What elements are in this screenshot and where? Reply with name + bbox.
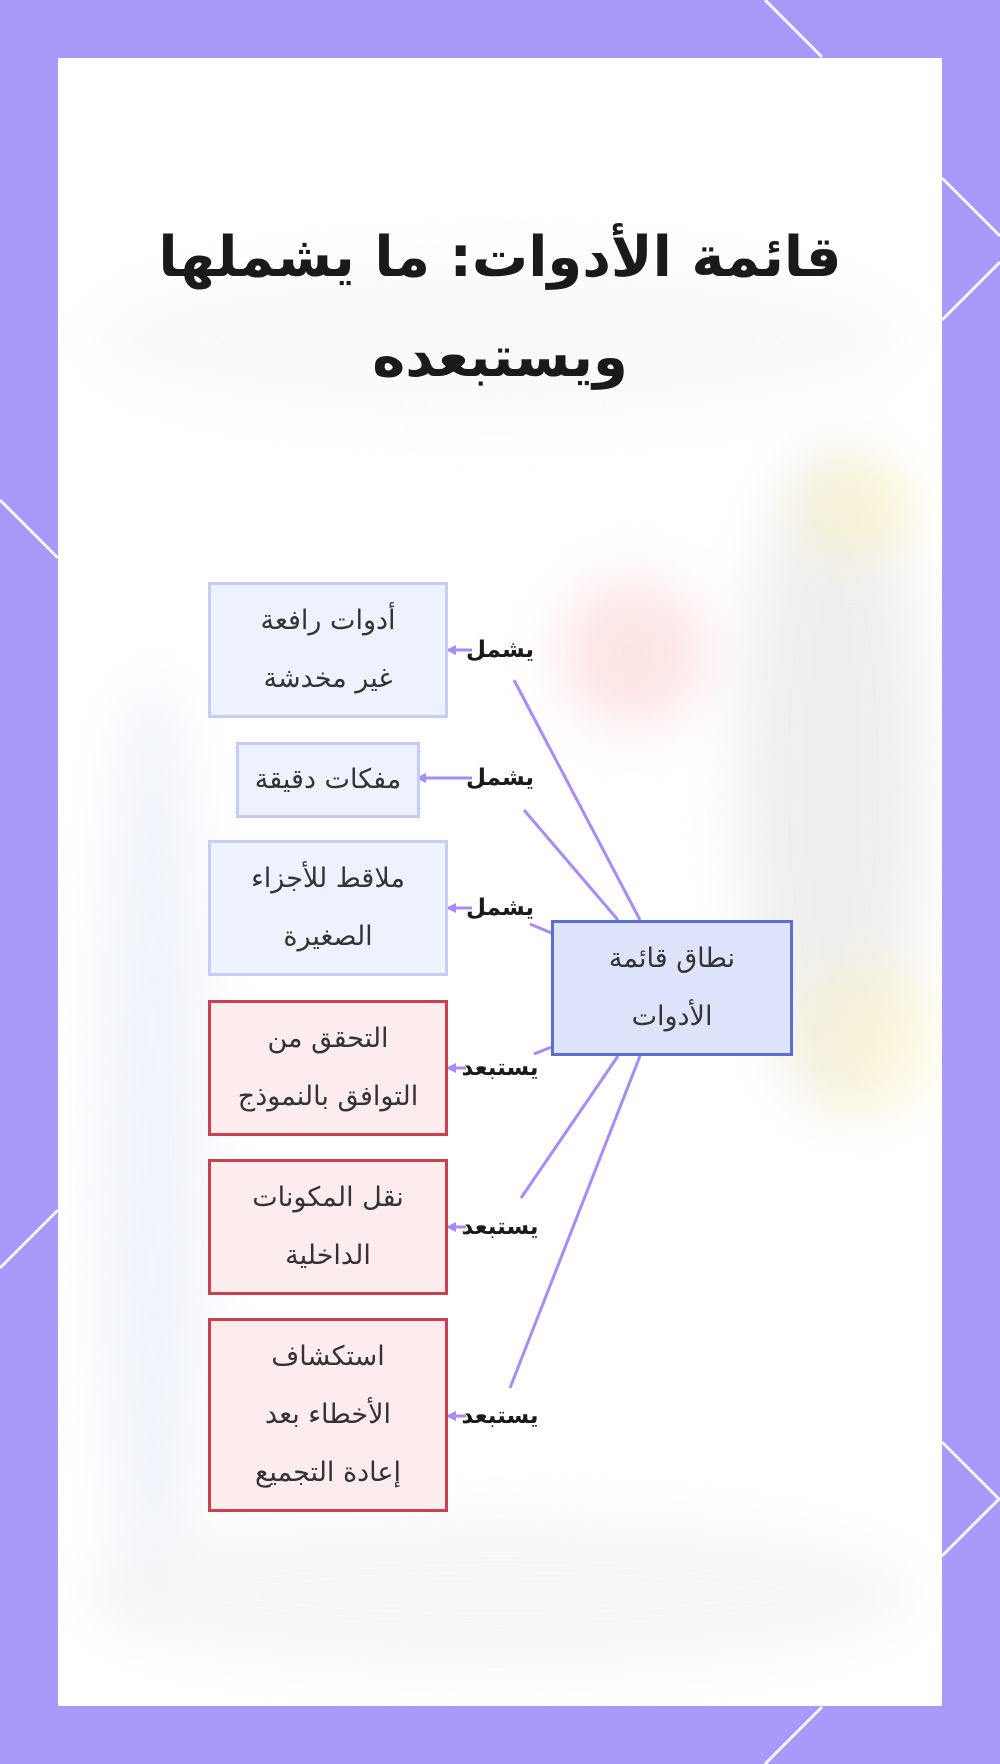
deco-line	[942, 1498, 1000, 1556]
edge-label-excludes: يستبعد	[461, 1055, 539, 1081]
exclude-node	[208, 1159, 448, 1295]
center-node	[551, 920, 793, 1056]
node-line: الداخلية	[285, 1240, 371, 1271]
edge-label-excludes: يستبعد	[461, 1403, 539, 1429]
exclude-node	[208, 1318, 448, 1512]
deco-line	[942, 262, 1000, 320]
exclude-node	[208, 1000, 448, 1136]
deco-line	[942, 1442, 1000, 1500]
title-line: ويستبعده	[372, 325, 628, 390]
node-line: الأخطاء بعد	[265, 1399, 391, 1430]
deco-line	[765, 0, 822, 57]
deco-line	[942, 178, 1000, 236]
node-line: التحقق من	[267, 1023, 389, 1054]
node-line: مفكات دقيقة	[254, 764, 402, 795]
node-line: نطاق قائمة	[608, 943, 736, 974]
include-node	[208, 840, 448, 976]
node-line: استكشاف	[271, 1341, 385, 1372]
include-node	[236, 742, 420, 818]
connector-line	[524, 810, 618, 920]
deco-line	[0, 500, 58, 558]
node-line: نقل المكونات	[252, 1182, 404, 1213]
node-line: التوافق بالنموذج	[237, 1081, 419, 1112]
deco-line	[765, 1707, 822, 1764]
deco-line	[0, 1210, 58, 1268]
node-line: الأدوات	[631, 1001, 713, 1032]
node-line: إعادة التجميع	[254, 1457, 402, 1488]
node-line: الصغيرة	[283, 921, 373, 952]
diagram-card	[58, 58, 942, 1706]
edge-label-includes: يشمل	[466, 765, 534, 791]
connector-line	[514, 680, 640, 920]
title-line: قائمة الأدوات: ما يشملها	[158, 225, 842, 290]
edge-label-excludes: يستبعد	[461, 1214, 539, 1240]
node-line: غير مخدشة	[263, 663, 393, 694]
include-node	[208, 582, 448, 718]
node-line: ملاقط للأجزاء	[251, 863, 405, 894]
node-line: أدوات رافعة	[260, 605, 396, 636]
connector-lines	[58, 58, 942, 1706]
edge-label-includes: يشمل	[466, 637, 534, 663]
edge-label-includes: يشمل	[466, 895, 534, 921]
